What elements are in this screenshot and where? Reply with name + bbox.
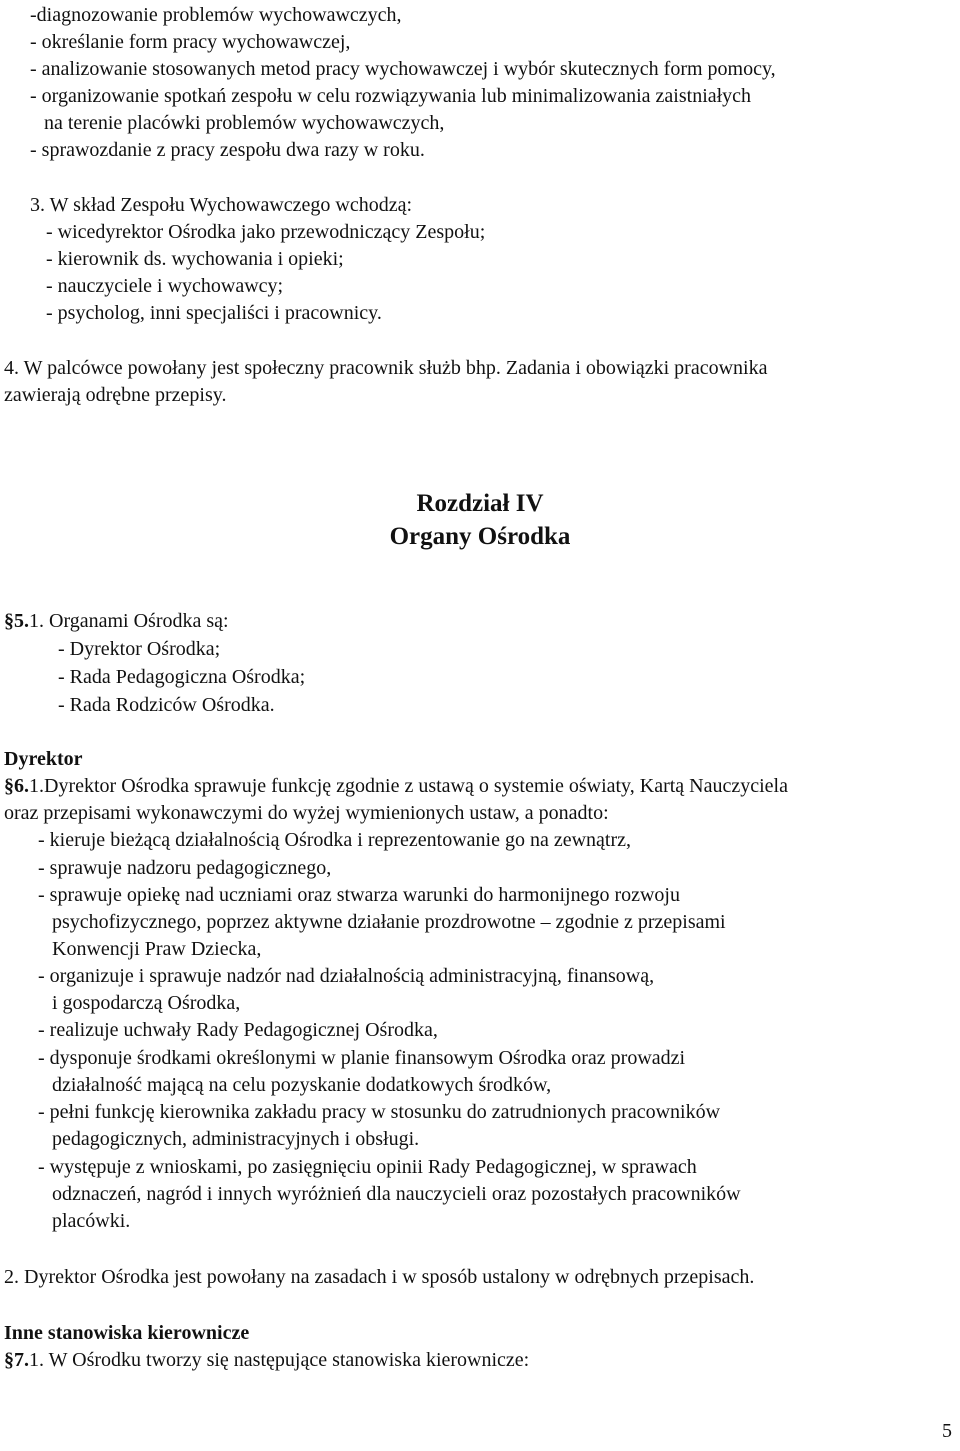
paragraph-2: 2. Dyrektor Ośrodka jest powołany na zasadach i w sposób ustalony w odrębnych przepisach.	[4, 1266, 755, 1288]
text-line: oraz przepisami wykonawczymi do wyżej wymienionych ustaw, a ponadto:	[4, 802, 609, 824]
text-line: - analizowanie stosowanych metod pracy wychowawczej i wybór skutecznych form pomocy,	[30, 58, 776, 80]
text-line: - sprawozdanie z pracy zespołu dwa razy w roku.	[30, 139, 425, 161]
list-item: - dysponuje środkami określonymi w planie finansowym Ośrodka oraz prowadzi	[38, 1047, 686, 1069]
section-number: 7.	[14, 1349, 29, 1371]
section-text: 1.Dyrektor Ośrodka sprawuje funkcję zgodnie z ustawą o systemie oświaty, Kartą Nauczyciela	[29, 775, 788, 797]
section-4-line: 4. W palcówce powołany jest społeczny pracownik służb bhp. Zadania i obowiązki pracownika	[4, 357, 768, 379]
list-item: - psycholog, inni specjaliści i pracownicy.	[46, 302, 382, 324]
list-item-cont: psychofizycznego, poprzez aktywne działanie prozdrowotne – zgodnie z przepisami	[52, 911, 726, 933]
chapter-title: Rozdział IV	[416, 490, 544, 517]
chapter-subtitle: Organy Ośrodka	[389, 523, 571, 550]
list-item-cont: i gospodarczą Ośrodka,	[52, 992, 241, 1014]
section-7-heading: §7.1. W Ośrodku tworzy się następujące stanowiska kierownicze:	[4, 1349, 530, 1371]
section-4-line: zawierają odrębne przepisy.	[4, 384, 227, 406]
list-item: - występuje z wnioskami, po zasięgnięciu opinii Rady Pedagogicznej, w sprawach	[38, 1156, 697, 1178]
list-item-cont: placówki.	[52, 1210, 131, 1232]
section-5-heading: §5.1. Organami Ośrodka są:	[4, 610, 229, 632]
section-text: 1. Organami Ośrodka są:	[29, 610, 229, 632]
page-number: 5	[942, 1420, 952, 1442]
text-line: - określanie form pracy wychowawczej,	[30, 31, 351, 53]
list-item: - sprawuje nadzoru pedagogicznego,	[38, 857, 332, 879]
list-item: - sprawuje opiekę nad uczniami oraz stwarza warunki do harmonijnego rozwoju	[38, 884, 680, 906]
list-item-cont: Konwencji Praw Dziecka,	[52, 938, 262, 960]
list-item-cont: pedagogicznych, administracyjnych i obsługi.	[52, 1128, 420, 1150]
text-line: - organizowanie spotkań zespołu w celu rozwiązywania lub minimalizowania zaistniałych	[30, 85, 752, 107]
section-3-heading: 3. W skład Zespołu Wychowawczego wchodzą:	[30, 194, 413, 216]
section-number: 6.	[14, 775, 29, 797]
list-item: - kierownik ds. wychowania i opieki;	[46, 248, 344, 270]
list-item: - Dyrektor Ośrodka;	[58, 638, 221, 660]
list-item: - organizuje i sprawuje nadzór nad działalnością administracyjną, finansową,	[38, 965, 655, 987]
list-item: - kieruje bieżącą działalnością Ośrodka i reprezentowanie go na zewnątrz,	[38, 829, 632, 851]
list-item-cont: działalność mającą na celu pozyskanie dodatkowych środków,	[52, 1074, 552, 1096]
list-item: - Rada Pedagogiczna Ośrodka;	[58, 666, 306, 688]
list-item: - wicedyrektor Ośrodka jako przewodniczący Zespołu;	[46, 221, 486, 243]
dyrektor-heading: Dyrektor	[4, 748, 83, 770]
list-item: - realizuje uchwały Rady Pedagogicznej Ośrodka,	[38, 1019, 438, 1041]
section-number: 5.	[14, 610, 29, 632]
section-text: 1. W Ośrodku tworzy się następujące stanowiska kierownicze:	[29, 1349, 530, 1371]
list-item: - Rada Rodziców Ośrodka.	[58, 694, 275, 716]
inne-heading: Inne stanowiska kierownicze	[4, 1322, 250, 1344]
text-line: -diagnozowanie problemów wychowawczych,	[30, 4, 402, 26]
section-6-heading: §6.1.Dyrektor Ośrodka sprawuje funkcję zgodnie z ustawą o systemie oświaty, Kartą Nauczyciela	[4, 775, 788, 797]
text-line: na terenie placówki problemów wychowawczych,	[44, 112, 445, 134]
list-item-cont: odznaczeń, nagród i innych wyróżnień dla nauczycieli oraz pozostałych pracowników	[52, 1183, 741, 1205]
list-item: - nauczyciele i wychowawcy;	[46, 275, 284, 297]
list-item: - pełni funkcję kierownika zakładu pracy w stosunku do zatrudnionych pracowników	[38, 1101, 721, 1123]
